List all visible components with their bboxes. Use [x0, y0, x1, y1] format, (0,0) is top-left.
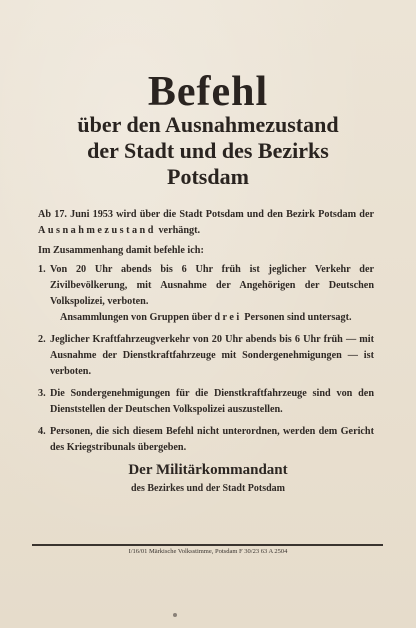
order-number: 2. [38, 334, 46, 345]
order-item [38, 424, 374, 456]
paper-mark [173, 613, 177, 617]
signature-subtitle: des Bezirkes und der Stadt Potsdam [131, 483, 285, 494]
order-text: Von 20 Uhr abends bis 6 Uhr früh ist jeglicher Verkehr der Zivilbevölkerung, mit Ausnahme der Angehörigen der Deutschen Volkspolizei, verboten. [50, 264, 374, 307]
poster-subtitle [20, 112, 396, 190]
intro-text-end: verhängt. [155, 225, 201, 236]
intro-paragraph [38, 207, 374, 239]
order-text: Die Sondergenehmigungen für die Dienstkraftfahrzeuge sind von den Dienststellen der Deutschen Volkspolizei auszustellen. [50, 388, 374, 415]
footer-rule [32, 544, 383, 546]
intro-emphasis: Ausnahmezustand [38, 225, 156, 236]
order-list [38, 262, 374, 462]
order-item [38, 332, 374, 380]
order-note-text-end: Personen sind untersagt. [241, 312, 352, 323]
order-item [38, 262, 374, 326]
order-note-text: Ansammlungen von Gruppen über [60, 312, 215, 323]
intro-text: Ab 17. Juni 1953 wird über die Stadt Potsdam und den Bezirk Potsdam der [38, 209, 374, 220]
lead-line: Im Zusammenhang damit befehle ich: [38, 245, 204, 256]
order-number: 3. [38, 388, 46, 399]
order-text: Jeglicher Kraftfahrzeugverkehr von 20 Uhr abends bis 6 Uhr früh — mit Ausnahme der Dienstkraftfahrzeuge mit Sondergenehmigungen — ist verboten. [50, 334, 374, 377]
order-note [50, 310, 374, 326]
order-note-emphasis: drei [214, 312, 242, 323]
subtitle-line: der Stadt und des Bezirks [87, 138, 329, 163]
order-number: 4. [38, 426, 46, 437]
subtitle-line: über den Ausnahmezustand [77, 112, 339, 137]
order-item [38, 386, 374, 418]
order-number: 1. [38, 264, 46, 275]
order-text: Personen, die sich diesem Befehl nicht unterordnen, werden dem Gericht des Kriegstribunals übergeben. [50, 426, 374, 453]
poster-title: Befehl [147, 69, 269, 115]
signature-title: Der Militärkommandant [128, 462, 288, 478]
printer-imprint: I/16/01 Märkische Volksstimme, Potsdam F 30/23 63 A 2504 [128, 548, 288, 555]
subtitle-line: Potsdam [167, 164, 249, 189]
